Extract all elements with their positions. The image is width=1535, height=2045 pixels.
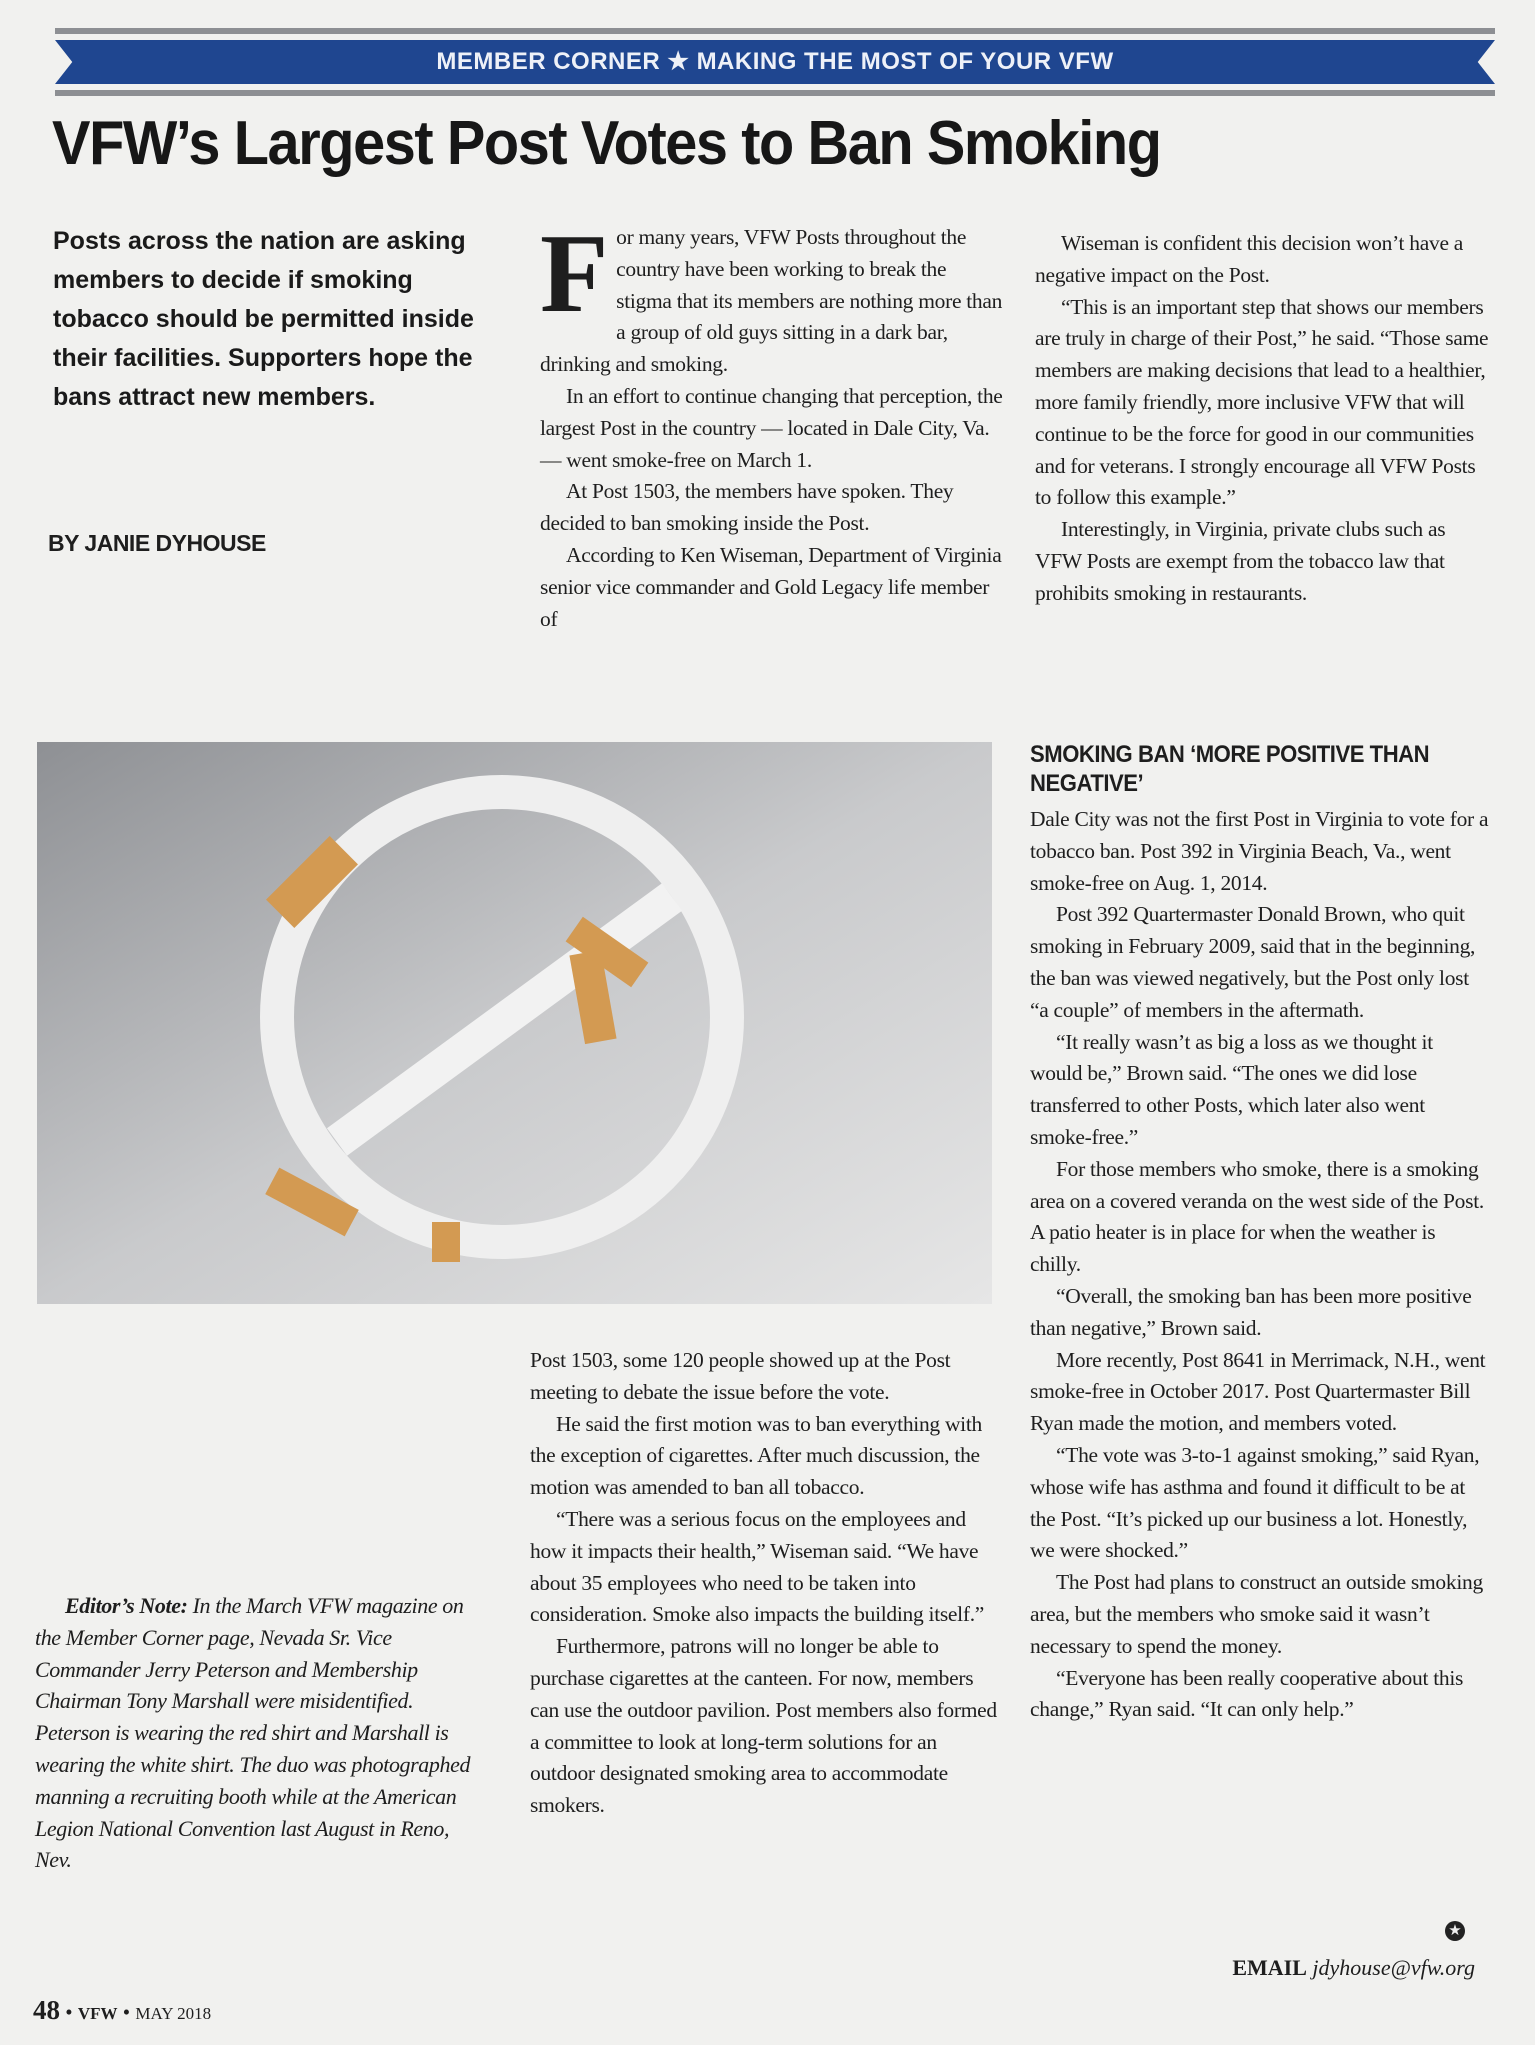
author-email (1232, 1955, 1475, 1981)
editors-note (35, 1590, 475, 1876)
paragraph (1035, 514, 1490, 609)
paragraph (530, 1345, 1000, 1409)
byline: BY JANIE DYHOUSE (48, 530, 266, 556)
paragraph-text: In an effort to continue changing that perception, the largest Post in the country — located in Dale City, Va. — went smoke-free on March 1. (540, 383, 1003, 472)
paragraph (540, 540, 1005, 635)
paragraph (1035, 228, 1490, 292)
paragraph-text: The Post had plans to construct an outside smoking area, but the members who smoke said it wasn’t necessary to spend the money. (1030, 1570, 1483, 1658)
paragraph (1030, 1567, 1490, 1662)
paragraph-text: According to Ken Wiseman, Department of Virginia senior vice commander and Gold Legacy life member of (540, 542, 1002, 631)
paragraph (1030, 1027, 1490, 1154)
paragraph-text: Post 392 Quartermaster Donald Brown, who quit smoking in February 2009, said that in the beginning, the ban was viewed negatively, but the Post only lost “a couple” of members in the aftermath. (1030, 902, 1476, 1022)
issue-date: MAY 2018 (135, 2004, 212, 2023)
paragraph-text: For those members who smoke, there is a smoking area on a covered veranda on the west side of the Post. A patio heater is in place for when the weather is chilly. (1030, 1156, 1484, 1277)
column-3-top (1035, 228, 1490, 610)
paragraph (1030, 1663, 1490, 1727)
paragraph-text: “There was a serious focus on the employees and how it impacts their health,” Wiseman said. “We have about 35 employees who need to be taken into consideration. Smoke also impacts the building itself.” (530, 1506, 985, 1627)
email-label: EMAIL (1232, 1955, 1307, 1980)
paragraph-text: or many years, VFW Posts throughout the country have been working to break the stigma that its members are nothing more than a group of old guys sitting in a dark bar, drinking and smoking. (540, 225, 1003, 377)
paragraph (1030, 1154, 1490, 1281)
paragraph (540, 381, 1005, 476)
paragraph-text: Dale City was not the first Post in Virginia to vote for a tobacco ban. Post 392 in Virginia Beach, Va., went smoke-free on Aug. 1, 2014. (1030, 807, 1489, 895)
end-star-icon: ★ (1445, 1921, 1465, 1941)
paragraph-text: “Everyone has been really cooperative about this change,” Ryan said. “It can only help.” (1030, 1665, 1464, 1722)
paragraph-text: “The vote was 3-to-1 against smoking,” said Ryan, whose wife has asthma and found it difficult to be at the Post. “It’s picked up our business a lot. Honestly, we were shocked.” (1030, 1442, 1480, 1563)
banner-text: MEMBER CORNER ★ MAKING THE MOST OF YOUR VFW (436, 48, 1114, 75)
footer-separator: • (122, 2000, 131, 2024)
paragraph-text: Interestingly, in Virginia, private clubs such as VFW Posts are exempt from the tobacco law that prohibits smoking in restaurants. (1035, 517, 1446, 605)
paragraph (530, 1409, 1000, 1504)
article-photo (37, 742, 992, 1304)
paragraph (540, 476, 1005, 540)
paragraph-text: “This is an important step that shows our members are truly in charge of their Post,” he said. “Those same members are making decisions that lead to a healthier, more family friendly, more inclusive VFW that will continue to be the force for good in our communities and for veterans. I strongly encourage all VFW Posts to follow this example.” (1035, 294, 1489, 510)
paragraph-text: More recently, Post 8641 in Merrimack, N.H., went smoke-free in October 2017. Post Quartermaster Bill Ryan made the motion, and members voted. (1030, 1347, 1486, 1436)
column-2-bottom (530, 1345, 1000, 1822)
paragraph (1030, 1345, 1490, 1440)
paragraph (1030, 899, 1490, 1026)
paragraph-text: Furthermore, patrons will no longer be able to purchase cigarettes at the canteen. For now, members can use the outdoor pavilion. Post members also formed a committee to look at long-term solutions for an outdoor designated smoking area to accommodate smokers. (530, 1634, 997, 1818)
paragraph (540, 212, 1005, 381)
paragraph-text: Post 1503, some 120 people showed up at the Post meeting to debate the issue before the vote. (530, 1348, 951, 1404)
banner-rule-top (55, 28, 1495, 34)
paragraph (530, 1504, 1000, 1631)
paragraph-text: He said the first motion was to ban everything with the exception of cigarettes. After much discussion, the motion was amended to ban all tobacco. (530, 1411, 982, 1500)
paragraph-text: At Post 1503, the members have spoken. They decided to ban smoking inside the Post. (540, 479, 954, 536)
headline: VFW’s Largest Post Votes to Ban Smoking (52, 109, 1161, 178)
page-footer (33, 1995, 211, 2026)
banner-rule-bottom (55, 90, 1495, 96)
editors-note-label: Editor’s Note: (65, 1593, 188, 1618)
paragraph (530, 1631, 1000, 1822)
paragraph (1035, 292, 1490, 515)
paragraph (1030, 1440, 1490, 1567)
email-address-link[interactable]: jdyhouse@vfw.org (1312, 1955, 1475, 1980)
page-number: 48 (33, 1995, 60, 2025)
paragraph (1030, 804, 1490, 899)
drop-cap: F (540, 212, 609, 336)
section-banner (55, 28, 1495, 96)
paragraph-text: Wiseman is confident this decision won’t have a negative impact on the Post. (1035, 231, 1464, 287)
column-2-top (540, 212, 1005, 635)
editors-note-text: In the March VFW magazine on the Member Corner page, Nevada Sr. Vice Commander Jerry Peterson and Membership Chairman Tony Marshall were misidentified. Peterson is wearing the red shirt and Marshall is wearing the white shirt. The duo was photographed manning a recruiting booth while at the American Legion National Convention last August in Reno, Nev. (35, 1593, 471, 1873)
column-3-bottom (1030, 740, 1490, 1726)
magazine-name: VFW (77, 2004, 118, 2023)
paragraph (1030, 1281, 1490, 1345)
footer-separator: • (65, 2000, 73, 2024)
paragraph-text: “Overall, the smoking ban has been more positive than negative,” Brown said. (1030, 1283, 1472, 1340)
deck: Posts across the nation are asking members to decide if smoking tobacco should be permitted inside their facilities. Supporters hope the bans attract new members. (53, 227, 474, 411)
subhead: SMOKING BAN ‘MORE POSITIVE THAN NEGATIVE’ (1030, 741, 1430, 797)
paragraph-text: “It really wasn’t as big a loss as we thought it would be,” Brown said. “The ones we did lose transferred to other Posts, which later also went smoke-free.” (1030, 1029, 1433, 1149)
